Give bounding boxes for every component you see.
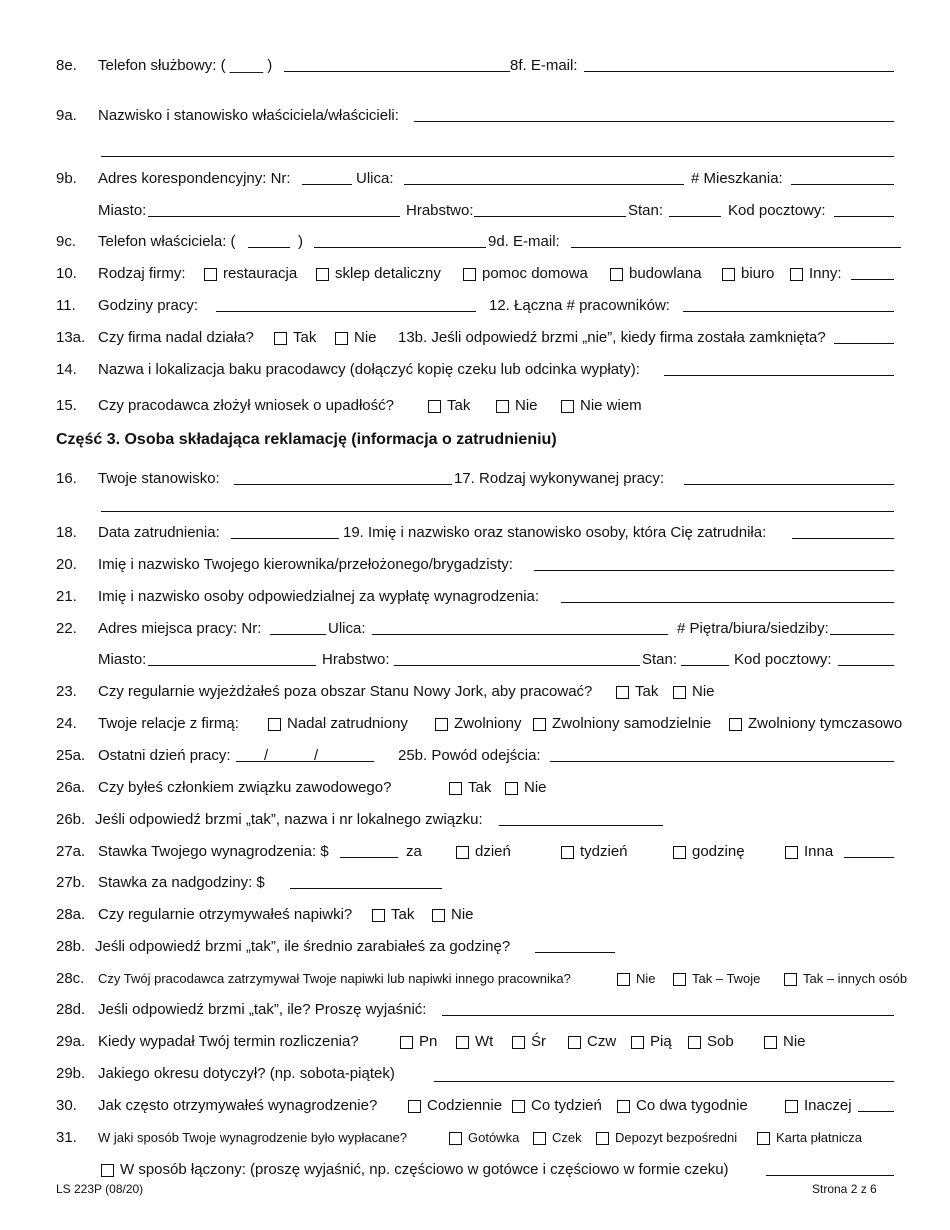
row-27b (0, 871, 950, 895)
owner-label: Nazwisko i stanowisko właściciela/właścicieli: (98, 107, 399, 124)
option-label: Co dwa tygodnie (636, 1097, 748, 1114)
street-label: Ulica: (328, 620, 366, 637)
option-dont-know[interactable] (561, 394, 642, 418)
option-label: Tak (447, 397, 471, 414)
item-number: 28b. (56, 938, 86, 955)
option-label: Wt (475, 1033, 494, 1050)
option-yes-others[interactable] (784, 967, 907, 991)
option-direct-deposit[interactable] (596, 1126, 737, 1150)
option-check[interactable] (533, 1126, 582, 1150)
apt-field[interactable] (791, 184, 894, 185)
item-number: 24. (56, 715, 77, 732)
row-8e (0, 54, 950, 78)
checkbox[interactable] (688, 1036, 701, 1049)
employees-label: 12. Łączna # pracowników: (489, 297, 670, 314)
option-restaurant[interactable] (204, 262, 297, 286)
checkbox[interactable] (101, 1164, 114, 1177)
email-field[interactable] (584, 71, 894, 72)
owner-area-code-field[interactable] (248, 247, 290, 248)
option-yes[interactable] (372, 903, 414, 927)
option-label: Tak – Twoje (692, 971, 761, 986)
option-label: budowlana (629, 265, 702, 282)
checkbox[interactable] (610, 268, 623, 281)
item-number: 16. (56, 470, 77, 487)
option-laid-off[interactable] (729, 712, 902, 736)
row-30 (0, 1094, 950, 1118)
combined-explain-field[interactable] (766, 1175, 894, 1176)
option-label: pomoc domowa (482, 265, 588, 282)
city-label: Miasto: (98, 651, 147, 668)
option-label: Zwolniony samodzielnie (552, 715, 712, 732)
option-label: Czw (587, 1033, 617, 1050)
tips-withheld-label: Czy Twój pracodawca zatrzymywał Twoje napiwki lub napiwki innego pracownika? (98, 971, 571, 986)
row-15 (0, 394, 950, 418)
position-field[interactable] (234, 484, 452, 485)
owner-email-label: 9d. E-mail: (488, 233, 560, 250)
zip-label: Kod pocztowy: (728, 202, 826, 219)
item-number: 8e. (56, 57, 77, 74)
bank-label: Nazwa i lokalizacja baku pracodawcy (dołączyć kopię czeku lub odcinka wypłaty): (98, 361, 640, 378)
option-label: Śr (531, 1033, 546, 1050)
option-label: Co tydzień (531, 1097, 602, 1114)
checkbox[interactable] (617, 1100, 630, 1113)
checkbox[interactable] (449, 782, 462, 795)
item-number: 28c. (56, 970, 85, 987)
checkbox[interactable] (616, 686, 629, 699)
checkbox[interactable] (764, 1036, 777, 1049)
item-number: 14. (56, 361, 77, 378)
option-no[interactable] (505, 776, 547, 800)
checkbox[interactable] (729, 718, 742, 731)
row-14 (0, 358, 950, 382)
item-number: 27b. (56, 874, 86, 891)
option-wed[interactable] (512, 1030, 546, 1054)
option-other[interactable] (790, 262, 842, 286)
option-label: Inaczej (804, 1097, 852, 1114)
workplace-city-field[interactable] (148, 665, 316, 666)
pay-period-field[interactable] (434, 1081, 894, 1082)
pay-rate-field[interactable] (340, 857, 398, 858)
row-23 (0, 680, 950, 704)
option-no[interactable] (496, 394, 538, 418)
state-label: Stan: (642, 651, 678, 668)
email-label: 8f. E-mail: (510, 57, 578, 74)
option-label: godzinę (692, 843, 745, 860)
row-9a (0, 104, 950, 128)
workplace-address-label: Adres miejsca pracy: Nr: (98, 620, 262, 637)
option-yes-yours[interactable] (673, 967, 760, 991)
travel-label: Czy regularnie wyjeżdżałeś poza obszar Stanu Nowy Jork, aby pracować? (98, 683, 593, 700)
checkbox[interactable] (335, 332, 348, 345)
paren-close: ) (298, 233, 303, 250)
other-rate-field[interactable] (844, 857, 894, 858)
work-type-field[interactable] (684, 484, 894, 485)
option-label: Nie (451, 906, 474, 923)
closed-when-label: 13b. Jeśli odpowiedź brzmi „nie”, kiedy firma została zamknięta? (398, 329, 826, 346)
date-separator: / (264, 747, 269, 764)
checkbox[interactable] (408, 1100, 421, 1113)
checkbox[interactable] (456, 1036, 469, 1049)
checkbox[interactable] (757, 1132, 770, 1145)
otherwise-field[interactable] (858, 1111, 894, 1112)
bankruptcy-label: Czy pracodawca złożył wniosek o upadłość? (98, 397, 394, 414)
option-office[interactable] (722, 262, 774, 286)
reason-field[interactable] (550, 761, 894, 762)
suite-field[interactable] (830, 634, 894, 635)
option-label: Nie (354, 329, 377, 346)
still-operating-label: Czy firma nadal działa? (98, 329, 254, 346)
item-number: 21. (56, 588, 77, 605)
last-day-field[interactable] (236, 761, 374, 762)
hours-field[interactable] (216, 311, 476, 312)
checkbox[interactable] (456, 846, 469, 859)
item-number: 15. (56, 397, 77, 414)
zip-label: Kod pocztowy: (734, 651, 832, 668)
work-type-field-line2[interactable] (101, 511, 894, 512)
option-label: Sob (707, 1033, 734, 1050)
option-label: Nie (783, 1033, 806, 1050)
owner-field-line2[interactable] (101, 156, 894, 157)
workplace-number-field[interactable] (270, 634, 326, 635)
item-number: 27a. (56, 843, 86, 860)
option-hour[interactable] (673, 840, 745, 864)
tips-label: Czy regularnie otrzymywałeś napiwki? (98, 906, 353, 923)
option-label: Pią (650, 1033, 672, 1050)
option-other[interactable] (785, 840, 833, 864)
other-type-field[interactable] (851, 279, 894, 280)
option-tue[interactable] (456, 1030, 493, 1054)
state-field[interactable] (669, 216, 721, 217)
option-label: Nie (636, 971, 656, 986)
option-retail[interactable] (316, 262, 441, 286)
hire-date-label: Data zatrudnienia: (98, 524, 220, 541)
row-21 (0, 585, 950, 609)
checkbox[interactable] (400, 1036, 413, 1049)
payroll-person-field[interactable] (561, 602, 894, 603)
item-number: 10. (56, 265, 77, 282)
employees-field[interactable] (683, 311, 894, 312)
union-label: Czy byłeś członkiem związku zawodowego? (98, 779, 392, 796)
checkbox[interactable] (505, 782, 518, 795)
option-yes[interactable] (274, 326, 316, 350)
checkbox[interactable] (561, 400, 574, 413)
hire-date-field[interactable] (231, 538, 339, 539)
row-20 (0, 553, 950, 577)
checkbox[interactable] (631, 1036, 644, 1049)
checkbox[interactable] (568, 1036, 581, 1049)
page-number: Strona 2 z 6 (812, 1182, 877, 1196)
checkbox[interactable] (673, 686, 686, 699)
union-name-label: Jeśli odpowiedź brzmi „tak”, nazwa i nr lokalnego związku: (95, 811, 483, 828)
option-label: Depozyt bezpośredni (615, 1130, 738, 1145)
reason-label: 25b. Powód odejścia: (398, 747, 541, 764)
row-29a (0, 1030, 950, 1054)
bank-field[interactable] (664, 375, 894, 376)
checkbox[interactable] (533, 718, 546, 731)
row-28c (0, 967, 950, 991)
option-label: Gotówka (468, 1130, 520, 1145)
row-26a (0, 776, 950, 800)
option-label: tydzień (580, 843, 628, 860)
tips-amount-label: Jeśli odpowiedź brzmi „tak”, ile średnio zarabiałeś za godzinę? (95, 938, 511, 955)
row-24 (0, 712, 950, 736)
option-yes[interactable] (449, 776, 491, 800)
option-label: Tak (391, 906, 415, 923)
item-number: 9c. (56, 233, 77, 250)
option-label: Nie (515, 397, 538, 414)
option-label: restauracja (223, 265, 298, 282)
option-week[interactable] (561, 840, 628, 864)
row-26b (0, 808, 950, 832)
closed-date-field[interactable] (834, 343, 894, 344)
checkbox[interactable] (435, 718, 448, 731)
workplace-county-field[interactable] (394, 665, 640, 666)
option-label: Inny: (809, 265, 842, 282)
item-number: 22. (56, 620, 77, 637)
checkbox[interactable] (449, 1132, 462, 1145)
per-label: za (406, 843, 422, 860)
checkbox[interactable] (512, 1100, 525, 1113)
option-still-employed[interactable] (268, 712, 408, 736)
checkbox[interactable] (617, 973, 630, 986)
option-sat[interactable] (688, 1030, 734, 1054)
option-day[interactable] (456, 840, 511, 864)
item-number: 28d. (56, 1001, 86, 1018)
zip-field[interactable] (834, 216, 894, 217)
item-number: 9b. (56, 170, 77, 187)
date-separator: / (314, 747, 319, 764)
hired-by-label: 19. Imię i nazwisko oraz stanowisko osoby, która Cię zatrudniła: (343, 524, 767, 541)
checkbox[interactable] (432, 909, 445, 922)
checkbox[interactable] (372, 909, 385, 922)
pay-frequency-label: Jak często otrzymywałeś wynagrodzenie? (98, 1097, 378, 1114)
row-25 (0, 744, 950, 768)
street-field[interactable] (404, 184, 684, 185)
city-label: Miasto: (98, 202, 147, 219)
item-number: 25a. (56, 747, 86, 764)
workplace-street-field[interactable] (372, 634, 668, 635)
form-code: LS 223P (08/20) (56, 1182, 144, 1196)
pay-day-label: Kiedy wypadał Twój termin rozliczenia? (98, 1033, 359, 1050)
workplace-state-field[interactable] (681, 665, 729, 666)
item-number: 29b. (56, 1065, 86, 1082)
option-label: Tak (293, 329, 317, 346)
tips-explain-label: Jeśli odpowiedź brzmi „tak”, ile? Proszę wyjaśnić: (98, 1001, 427, 1018)
option-weekly[interactable] (512, 1094, 602, 1118)
option-combined[interactable] (101, 1158, 729, 1182)
mail-number-field[interactable] (302, 184, 352, 185)
option-no[interactable] (617, 967, 656, 991)
row-13a (0, 326, 950, 350)
checkbox[interactable] (790, 268, 803, 281)
business-type-label: Rodzaj firmy: (98, 265, 186, 282)
work-phone-field[interactable] (284, 71, 510, 72)
row-29b (0, 1062, 950, 1086)
section-3-heading: Część 3. Osoba składająca reklamację (informacja o zatrudnieniu) (56, 431, 557, 448)
item-number: 11. (56, 297, 76, 314)
option-label: Karta płatnicza (776, 1130, 862, 1145)
tips-explain-field[interactable] (442, 1015, 894, 1016)
option-mon[interactable] (400, 1030, 437, 1054)
option-label: Codziennie (427, 1097, 503, 1114)
option-biweekly[interactable] (617, 1094, 748, 1118)
workplace-zip-field[interactable] (838, 665, 894, 666)
item-number: 18. (56, 524, 77, 541)
option-no[interactable] (432, 903, 474, 927)
county-label: Hrabstwo: (322, 651, 390, 668)
checkbox[interactable] (785, 1100, 798, 1113)
item-number: 13a. (56, 329, 86, 346)
overtime-label: Stawka za nadgodziny: $ (98, 874, 265, 891)
checkbox[interactable] (496, 400, 509, 413)
option-label: Nie (692, 683, 715, 700)
checkbox[interactable] (785, 846, 798, 859)
state-label: Stan: (628, 202, 664, 219)
item-number: 28a. (56, 906, 86, 923)
row-28b (0, 935, 950, 959)
option-cash[interactable] (449, 1126, 519, 1150)
row-28d (0, 998, 950, 1022)
overtime-field[interactable] (290, 888, 442, 889)
checkbox[interactable] (512, 1036, 525, 1049)
apt-label: # Mieszkania: (691, 170, 783, 187)
option-yes[interactable] (428, 394, 470, 418)
street-label: Ulica: (356, 170, 394, 187)
item-number: 20. (56, 556, 77, 573)
row-28a (0, 903, 950, 927)
checkbox[interactable] (204, 268, 217, 281)
checkbox[interactable] (268, 718, 281, 731)
option-domestic[interactable] (463, 262, 588, 286)
row-22 (0, 617, 950, 641)
item-number: 31. (56, 1129, 77, 1146)
option-label: Pn (419, 1033, 438, 1050)
checkbox[interactable] (561, 846, 574, 859)
row-9c (0, 230, 950, 254)
option-label: Tak (635, 683, 659, 700)
pay-method-label: W jaki sposób Twoje wynagrodzenie było wypłacane? (98, 1130, 408, 1145)
item-number: 9a. (56, 107, 77, 124)
item-number: 26b. (56, 811, 86, 828)
row-22-city (0, 648, 950, 672)
row-31-combined (0, 1158, 950, 1182)
option-daily[interactable] (408, 1094, 502, 1118)
option-label: Nie wiem (580, 397, 642, 414)
county-label: Hrabstwo: (406, 202, 474, 219)
union-name-field[interactable] (499, 825, 663, 826)
row-18 (0, 521, 950, 545)
checkbox[interactable] (316, 268, 329, 281)
checkbox[interactable] (463, 268, 476, 281)
checkbox[interactable] (428, 400, 441, 413)
item-number: 26a. (56, 779, 86, 796)
option-label: Nadal zatrudniony (287, 715, 408, 732)
last-day-label: Ostatni dzień pracy: (98, 747, 231, 764)
pay-rate-label: Stawka Twojego wynagrodzenia: $ (98, 843, 329, 860)
item-number: 29a. (56, 1033, 86, 1050)
option-no[interactable] (335, 326, 377, 350)
row-16 (0, 467, 950, 491)
option-label: Czek (552, 1130, 582, 1145)
mail-address-label: Adres korespondencyjny: Nr: (98, 170, 291, 187)
checkbox[interactable] (722, 268, 735, 281)
row-10 (0, 262, 950, 286)
pay-period-label: Jakiego okresu dotyczył? (np. sobota-piątek) (98, 1065, 395, 1082)
row-27a (0, 840, 950, 864)
checkbox[interactable] (596, 1132, 609, 1145)
option-label: Zwolniony (454, 715, 522, 732)
option-label: Inna (804, 843, 834, 860)
option-label: Nie (524, 779, 547, 796)
row-11 (0, 294, 950, 318)
work-phone-label: Telefon służbowy: ( ____ ) (98, 57, 273, 74)
supervisor-label: Imię i nazwisko Twojego kierownika/przełożonego/brygadzisty: (98, 556, 513, 573)
item-number: 30. (56, 1097, 77, 1114)
option-no[interactable] (673, 680, 715, 704)
option-label: Tak – innych osób (803, 971, 908, 986)
option-sun[interactable] (764, 1030, 806, 1054)
option-pay-card[interactable] (757, 1126, 862, 1150)
suite-label: # Piętra/biura/siedziby: (677, 620, 829, 637)
work-type-label: 17. Rodzaj wykonywanej pracy: (454, 470, 665, 487)
item-number: 23. (56, 683, 77, 700)
option-yes[interactable] (616, 680, 658, 704)
option-label: biuro (741, 265, 775, 282)
tips-amount-field[interactable] (535, 952, 615, 953)
option-label: W sposób łączony: (proszę wyjaśnić, np. częściowo w gotówce i częściowo w formie czeku) (120, 1161, 729, 1178)
row-9b-city (0, 199, 950, 223)
option-label: sklep detaliczny (335, 265, 441, 282)
relation-label: Twoje relacje z firmą: (98, 715, 239, 732)
option-construction[interactable] (610, 262, 702, 286)
supervisor-field[interactable] (534, 570, 894, 571)
option-fri[interactable] (631, 1030, 672, 1054)
checkbox[interactable] (784, 973, 797, 986)
owner-field[interactable] (414, 121, 894, 122)
option-label: dzień (475, 843, 511, 860)
option-label: Tak (468, 779, 492, 796)
checkbox[interactable] (274, 332, 287, 345)
option-label: Zwolniony tymczasowo (748, 715, 903, 732)
checkbox[interactable] (673, 973, 686, 986)
checkbox[interactable] (533, 1132, 546, 1145)
position-label: Twoje stanowisko: (98, 470, 220, 487)
city-field[interactable] (148, 216, 400, 217)
owner-phone-field[interactable] (314, 247, 486, 248)
county-field[interactable] (474, 216, 626, 217)
owner-email-field[interactable] (571, 247, 901, 248)
owner-phone-label: Telefon właściciela: ( (98, 233, 236, 250)
payroll-person-label: Imię i nazwisko osoby odpowiedzialnej za wypłatę wynagrodzenia: (98, 588, 540, 605)
option-fired[interactable] (435, 712, 522, 736)
option-otherwise[interactable] (785, 1094, 852, 1118)
row-31 (0, 1126, 950, 1150)
row-9b (0, 167, 950, 191)
option-thu[interactable] (568, 1030, 616, 1054)
hired-by-field[interactable] (792, 538, 894, 539)
option-quit[interactable] (533, 712, 711, 736)
hours-label: Godziny pracy: (98, 297, 199, 314)
checkbox[interactable] (673, 846, 686, 859)
